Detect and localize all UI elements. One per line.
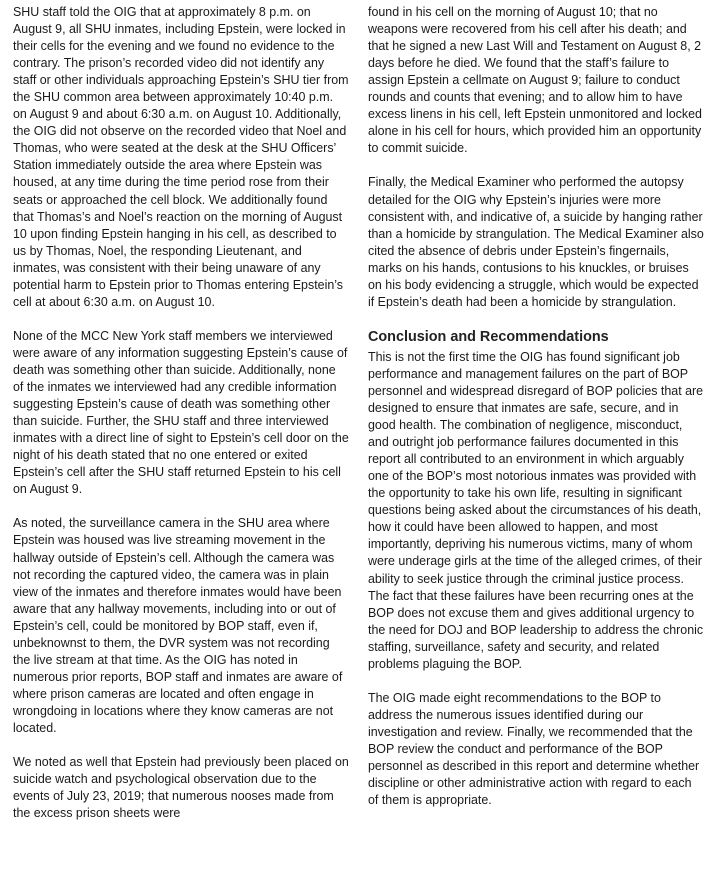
paragraph-suicide-watch: We noted as well that Epstein had previously been placed on suicide watch and psychological observation due to the events of July 23, 2019; that numerous nooses made from the excess prison sheets were: [13, 755, 349, 821]
paragraph-staff-interviews: None of the MCC New York staff members we interviewed were aware of any information suggesting Epstein’s cause of death was something other than suicide. Additionally, none of the inmates we interviewed had any credible information suggesting Epstein’s cause of death was something other than suicide. Further, the SHU staff and three interviewed inmates with a direct line of sight to Epstein’s cell door on the night of his death stated that no one entered or exited Epstein’s cell after the SHU staff returned Epstein to his cell on August 9.: [13, 328, 349, 497]
paragraph-conclusion: This is not the first time the OIG has found significant job performance and management failures on the part of BOP personnel and widespread disregard of BOP policies that are designed to ensure that inmates are safe, secure, and in good health. The combination of negligence, misconduct, and outright job performance failures documented in this report all contributed to an environment in which arguably one of the BOP’s most notorious inmates was provided with the opportunity to take his own life, resulting in significant questions being asked about the circumstances of his death, how it could have been allowed to happen, and most importantly, depriving his numerous victims, many of whom were underage girls at the time of the alleged crimes, of their ability to seek justice through the criminal justice process. The fact that these failures have been recurring ones at the BOP does not excuse them and gives additional urgency to the need for DOJ and BOP leadership to address the chronic staffing, surveillance, safety and security, and related problems plaguing the BOP.: [368, 349, 704, 671]
paragraph-surveillance-camera: As noted, the surveillance camera in the SHU area where Epstein was housed was live streaming movement in the hallway outside of Epstein’s cell. Although the camera was not recording the captured video, the camera was in plain view of the inmates and therefore inmates would have been aware that any hallway movements, including into or out of Epstein’s cell, could be monitored by BOP staff, even if, unbeknownst to them, the DVR system was not recording the live stream at that time. As the OIG has noted in numerous prior reports, BOP staff and inmates are aware of where prison cameras are located and often engage in wrongdoing in locations where they know cameras are not located.: [13, 516, 343, 735]
paragraph-medical-examiner: Finally, the Medical Examiner who performed the autopsy detailed for the OIG why Epstein’s injuries were more consistent with, and indicative of, a suicide by hanging rather than a homicide by strangulation. The Medical Examiner also cited the absence of debris under Epstein’s fingernails, marks on his hands, contusions to his knuckles, or bruises on his body evidencing a struggle, which would be expected if Epstein’s death had been a homicide by strangulation.: [368, 175, 704, 309]
left-column: [13, 4, 349, 839]
paragraph-cell-findings: found in his cell on the morning of August 10; that no weapons were recovered from his cell after his death; and that he signed a new Last Will and Testament on August 8, 2 days before he died. We found that the staff’s failure to assign Epstein a cellmate on August 9; failure to conduct rounds and counts that evening; and to allow him to have excess linens in his cell, left Epstein unmonitored and locked alone in his cell for hours, which provided him an opportunity to commit suicide.: [368, 5, 702, 156]
section-heading-conclusion: Conclusion and Recommendations: [368, 328, 609, 345]
right-column: [368, 4, 704, 826]
paragraph-shu-lockdown: SHU staff told the OIG that at approximately 8 p.m. on August 9, all SHU inmates, including Epstein, were locked in their cells for the evening and we found no evidence to the contrary. The prison’s recorded video did not identify any staff or other individuals approaching Epstein’s SHU tier from the SHU common area between approximately 10:40 p.m. on August 9 and about 6:30 a.m. on August 10. Additionally, the OIG did not observe on the recorded video that Noel and Thomas, who were seated at the desk at the SHU Officers’ Station immediately outside the area where Epstein was housed, at any time during the time period rose from their seats or approached the cell block. We additionally found that Thomas’s and Noel’s reaction on the morning of August 10 upon finding Epstein hanging in his cell, as described to us by Thomas, Noel, the responding Lieutenant, and inmates, was consistent with their being unaware of any potential harm to Epstein prior to Thomas entering Epstein’s cell at about 6:30 a.m. on August 10.: [13, 5, 349, 309]
paragraph-recommendations: The OIG made eight recommendations to the BOP to address the numerous issues identified during our investigation and review. Finally, we recommended that the BOP review the conduct and performance of the BOP personnel as described in this report and determine whether discipline or other administrative action with regard to each of them is appropriate.: [368, 690, 700, 808]
